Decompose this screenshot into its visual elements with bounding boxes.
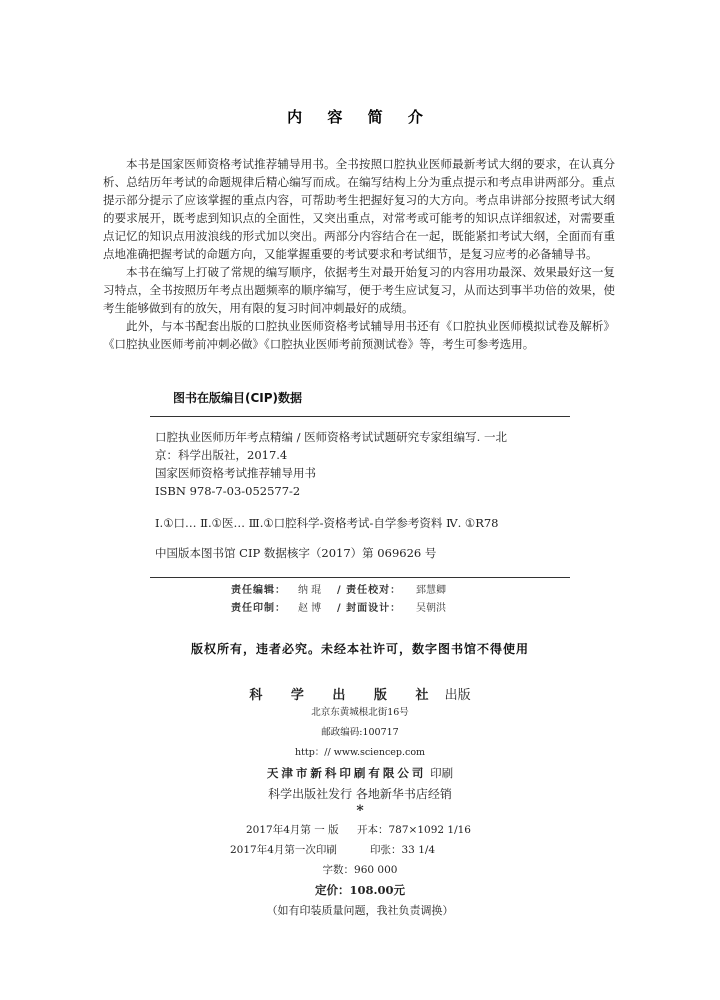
proof-name: 郅慧卿	[416, 585, 446, 596]
printing-label: 责任印制：	[231, 603, 286, 614]
edition-text: 2017年4月第 一 版	[246, 824, 339, 836]
printing-name: 赵 博	[298, 603, 322, 614]
cip-bottom-rule	[150, 577, 570, 578]
publisher-name: 科 学 出 版 社	[249, 688, 441, 703]
cip-isbn: ISBN 978-7-03-052577-2	[155, 484, 301, 498]
specs-row-note	[0, 902, 720, 922]
editors-row-1	[0, 582, 720, 600]
cip-heading: 图书在版编目(CIP)数据	[173, 391, 303, 405]
specs-row-printing	[0, 842, 720, 862]
intro-paragraph-1: 本书是国家医师资格考试推荐辅导用书。全书按照口腔执业医师最新考试大纲的要求，在认真分析、总结历年考试的命题规律后精心编写而成。在编写结构上分为重点提示和考点串讲两部分。重点提示部分提示了应该掌握的重点内容，可帮助考生把握好复习的大方向。考点串讲部分按照考试大纲的要求展开，既考虑到知识点的全面性，又突出重点，对常考或可能考的知识点详细叙述，对需要重点记忆的知识点用波浪线的形式加以突出。两部分内容结合在一起，既能紧扣考试大纲，全面而有重点地准确把握考试的命题方向，又能掌握重要的考试要求和考试细节，是复习应考的必备辅导书。	[103, 157, 615, 261]
publisher-address: 北京东黄城根北街16号	[311, 707, 409, 718]
rights-notice: 版权所有，违者必究。未经本社许可，数字图书馆不得使用	[190, 642, 529, 656]
editor-name: 纳 琨	[298, 585, 322, 596]
publisher-url: http：// www.sciencep.com	[294, 747, 426, 758]
sheets-text: 印张：33 1/4	[370, 844, 436, 856]
intro-section	[103, 155, 615, 353]
proof-label: / 责任校对：	[337, 585, 402, 596]
cip-line-3: 国家医师资格考试推荐辅导用书	[155, 466, 316, 480]
intro-paragraph-3: 此外，与本书配套出版的口腔执业医师资格考试辅导用书还有《口腔执业医师模拟试卷及解析》《口腔执业医师考前冲刺必做》《口腔执业医师考前预测试卷》等，考生可参考选用。	[103, 319, 615, 351]
cover-label: / 封面设计：	[337, 603, 402, 614]
specs-row-edition	[0, 822, 720, 842]
imprint-block	[0, 684, 720, 818]
cip-block	[155, 428, 565, 562]
editors-row-2	[0, 600, 720, 618]
publisher-postcode: 邮政编码:100717	[321, 727, 399, 738]
words-text: 字数：960 000	[322, 864, 398, 876]
separator-star: *	[356, 803, 364, 819]
page-title: 内 容 简 介	[287, 108, 433, 126]
cip-line-2: 京：科学出版社，2017.4	[155, 448, 288, 462]
specs-block	[0, 822, 720, 922]
price-text: 定价：108.00元	[314, 883, 405, 897]
cip-top-rule	[150, 416, 570, 417]
specs-row-price	[0, 882, 720, 902]
cip-record: 中国版本图书馆 CIP 数据核字（2017）第 069626 号	[155, 546, 437, 560]
printer-name: 天津市新科印刷有限公司	[266, 766, 427, 780]
distribution-line: 科学出版社发行 各地新华书店经销	[268, 787, 452, 801]
cover-name: 吴朝洪	[416, 603, 446, 614]
format-text: 开本：787×1092 1/16	[357, 824, 471, 836]
quality-note: （如有印装质量问题，我社负责调换）	[266, 904, 454, 917]
printer-line	[0, 765, 720, 781]
printing-text: 2017年4月第一次印刷	[230, 844, 337, 856]
editors-block	[0, 582, 720, 618]
cip-classification: Ⅰ.①口… Ⅱ.①医… Ⅲ.①口腔科学-资格考试-自学参考资料 Ⅳ. ①R78	[155, 516, 499, 530]
printer-suffix: 印刷	[430, 766, 454, 780]
editor-label: 责任编辑：	[231, 585, 286, 596]
cip-line-1: 口腔执业医师历年考点精编 / 医师资格考试试题研究专家组编写. 一北	[155, 430, 507, 444]
intro-paragraph-2: 本书在编写上打破了常规的编写顺序，依据考生对最开始复习的内容用功最深、效果最好这一复习特点，全书按照历年考点出题频率的顺序编写，便于考生应试复习，从而达到事半功倍的效果，使考生能够做到有的放矢，用有限的复习时间冲刺最好的成绩。	[103, 265, 615, 315]
publisher-line	[0, 684, 720, 703]
specs-row-words	[0, 862, 720, 882]
publisher-suffix: 出版	[444, 688, 471, 703]
